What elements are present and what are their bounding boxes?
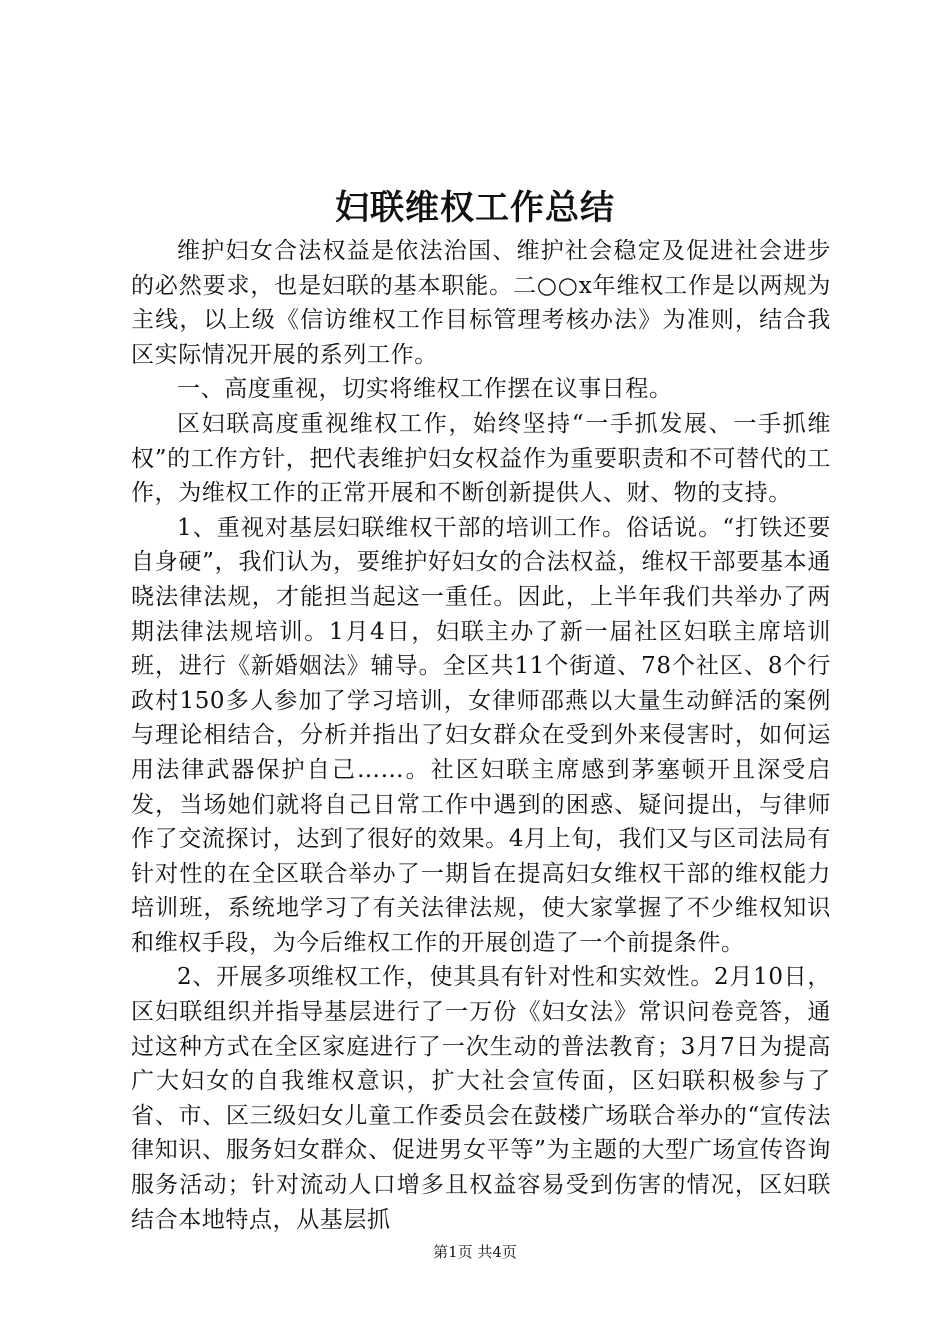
section-heading-1: 一、高度重视，切实将维权工作摆在议事日程。 xyxy=(177,376,673,403)
paragraph-section-1: 区妇联高度重视维权工作，始终坚持“一手抓发展、一手抓维权”的工作方针，把代表维护妇女权益作为重要职责和不可替代的工作，为维权工作的正常开展和不断创新提供人、财、物的支持。 xyxy=(131,410,831,507)
paragraph-intro: 维护妇女合法权益是依法治国、维护社会稳定及促进社会进步的必然要求，也是妇联的基本职能。二○○x年维权工作是以两规为主线，以上级《信访维权工作目标管理考核办法》为准则，结合我区实际情况开展的系列工作。 xyxy=(131,238,831,368)
paragraph-item-2: 2、开展多项维权工作，使其具有针对性和实效性。2月10日，区妇联组织并指导基层进行了一万份《妇女法》常识问卷竞答，通过这种方式在全区家庭进行了一次生动的普法教育；3月7日为提高广大妇女的自我维权意识，扩大社会宣传面，区妇联积极参与了省、市、区三级妇女儿童工作委员会在鼓楼广场联合举办的“宣传法律知识、服务妇女群众、促进男女平等”为主题的大型广场宣传咨询服务活动；针对流动人口增多且权益容易受到伤害的情况，区妇联结合本地特点，从基层抓 xyxy=(131,964,831,1233)
page-number-footer: 第1页 共4页 xyxy=(433,1243,517,1261)
paragraph-item-1: 1、重视对基层妇联维权干部的培训工作。俗话说。“打铁还要自身硬”，我们认为，要维护好妇女的合法权益，维权干部要基本通晓法律法规，才能担当起这一重任。因此，上半年我们共举办了两期法律法规培训。1月4日，妇联主办了新一届社区妇联主席培训班，进行《新婚姻法》辅导。全区共11个街道、78个社区、8个行政村150多人参加了学习培训，女律师邵燕以大量生动鲜活的案例与理论相结合，分析并指出了妇女群众在受到外来侵害时，如何运用法律武器保护自己……。社区妇联主席感到茅塞顿开且深受启发，当场她们就将自己日常工作中遇到的困惑、疑问提出，与律师作了交流探讨，达到了很好的效果。4月上旬，我们又与区司法局有针对性的在全区联合举办了一期旨在提高妇女维权干部的维权能力培训班，系统地学习了有关法律法规，使大家掌握了不少维权知识和维权手段，为今后维权工作的开展创造了一个前提条件。 xyxy=(131,514,831,956)
document-body xyxy=(131,234,831,1237)
document-title: 妇联维权工作总结 xyxy=(335,188,615,228)
